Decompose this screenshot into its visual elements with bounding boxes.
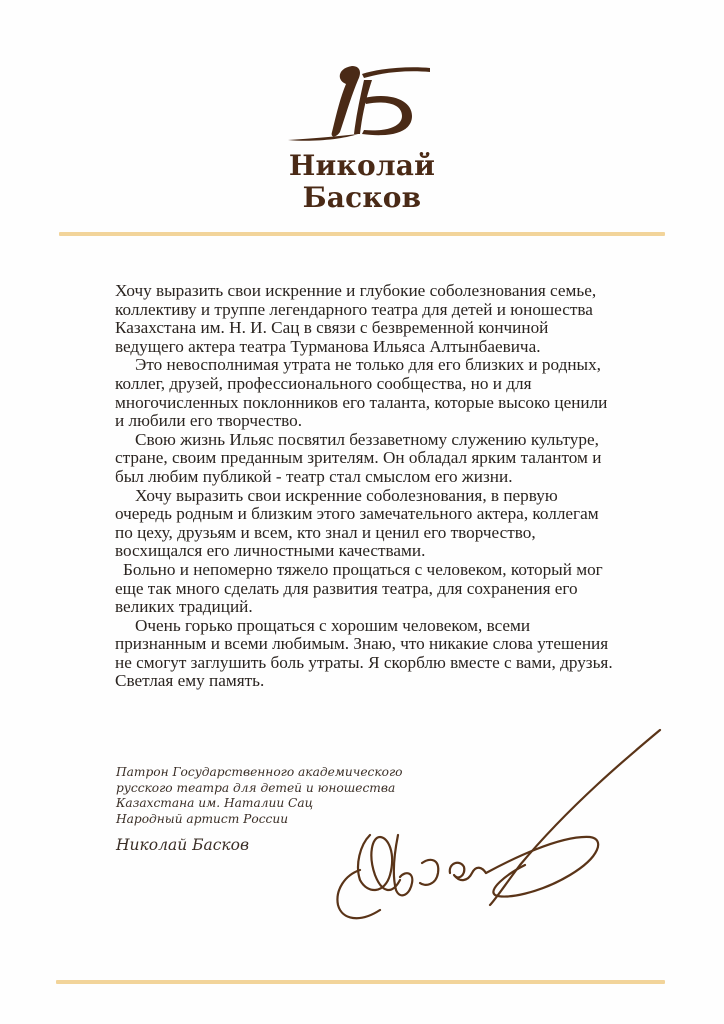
paragraph-1 <box>115 282 615 356</box>
letter-line: Хочу выразить свои искренние и глубокие соболезнования семье, <box>115 281 597 300</box>
letter-line: коллег, друзей, профессионального сообщества, но и для <box>115 373 532 393</box>
letter-line: был любим публикой - театр стал смыслом его жизни. <box>115 466 513 486</box>
letter-line: Больно и непомерно тяжело прощаться с человеком, который мог <box>123 559 603 579</box>
signer-title-line: Казахстана им. Наталии Сац <box>116 796 314 810</box>
letter-line: признанным и всеми любимым. Знаю, что никакие слова утешения <box>115 634 609 654</box>
brand-name <box>0 150 724 214</box>
letter-line: по цеху, друзьям и всем, кто знал и ценил его творчество, <box>115 522 536 542</box>
signer-name: Николай Басков <box>116 836 250 854</box>
letter-line: многочисленных поклонников его таланта, которые высоко ценили <box>115 392 608 412</box>
signer-title-line: русского театра для детей и юношества <box>116 780 396 795</box>
paragraph-3 <box>115 431 615 487</box>
letter-line: не смогут заглушить боль утраты. Я скорблю вместе с вами, друзья. <box>115 652 613 672</box>
handwritten-signature-icon <box>330 725 670 925</box>
monogram-logo-icon <box>280 58 440 148</box>
letter-line: стране, своим преданным зрителям. Он обладал ярким талантом и <box>115 448 602 468</box>
letter-line: Это невосполнимая утрата не только для его близких и родных, <box>135 355 601 375</box>
letter-line: коллективу и труппе легендарного театра для детей и юношества <box>115 299 593 319</box>
letter-line: восхищался его личностными качествами. <box>115 541 426 561</box>
letter-line: великих традиций. <box>115 597 253 617</box>
condolence-letter <box>115 282 615 691</box>
letter-line: еще так много сделать для развития театра, для сохранения его <box>115 578 578 598</box>
paragraph-6 <box>115 617 615 691</box>
top-divider <box>59 232 665 236</box>
letter-line: Казахстана им. Н. И. Сац в связи с безвременной кончиной <box>115 318 549 338</box>
brand-last-name: Басков <box>302 181 422 214</box>
letter-line: очередь родным и близким этого замечательного актера, коллегам <box>115 504 599 524</box>
letter-line: Свою жизнь Ильяс посвятил беззаветному служению культуре, <box>135 429 599 449</box>
signer-title-line: Патрон Государственного академического <box>116 765 403 779</box>
signer-title-line: Народный артист России <box>116 811 289 826</box>
paragraph-2 <box>115 356 615 430</box>
letter-line: Хочу выразить свои искренние соболезнования, в первую <box>135 485 558 505</box>
paragraph-5 <box>115 561 615 617</box>
brand-first-name: Николай <box>288 149 436 182</box>
paragraph-4 <box>115 487 615 561</box>
letter-line: Очень горько прощаться с хорошим человеком, всеми <box>135 615 531 635</box>
bottom-divider <box>56 980 665 984</box>
letter-line: Светлая ему память. <box>115 671 265 691</box>
letter-line: ведущего актера театра Турманова Ильяса Алтынбаевича. <box>115 336 541 356</box>
letter-line: и любили его творчество. <box>115 411 303 431</box>
